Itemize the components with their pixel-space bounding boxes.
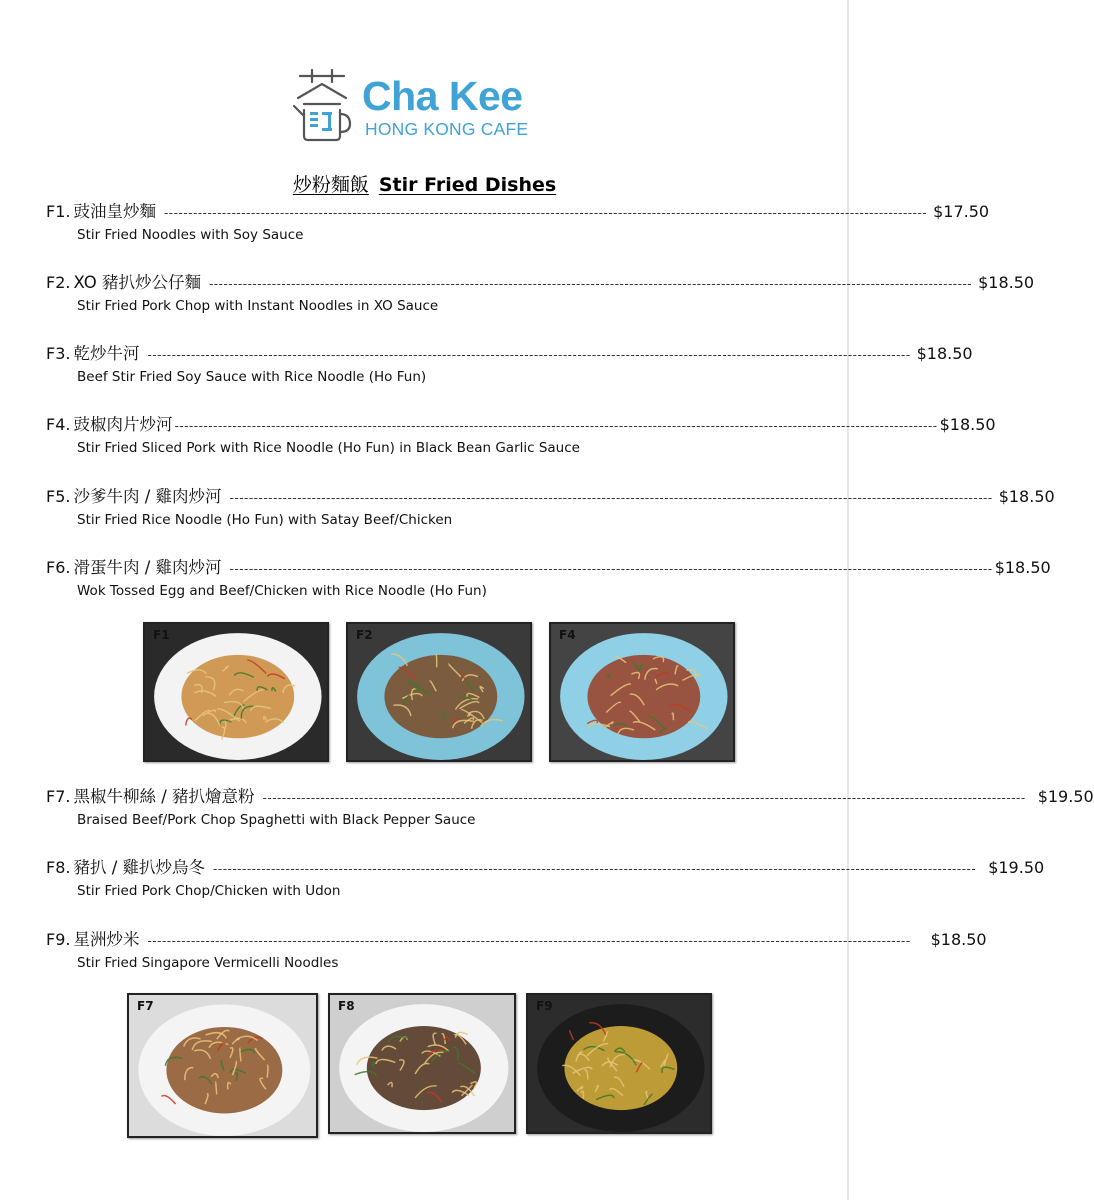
dotted-leader: -------------------------------------------------------------------------------------------------------------------------------------------------------------- — [208, 277, 973, 291]
dish-photo-image — [145, 624, 327, 760]
item-name-zh: 星洲炒米 — [73, 930, 140, 949]
item-price: $19.50 — [1037, 787, 1094, 806]
item-price: $18.50 — [994, 558, 1051, 577]
item-price: $18.50 — [978, 273, 1035, 292]
item-description: Stir Fried Sliced Pork with Rice Noodle (Ho Fun) in Black Bean Garlic Sauce — [77, 440, 580, 456]
menu-item — [46, 413, 996, 461]
photo-label: F9 — [536, 999, 553, 1013]
brand-logo — [290, 66, 560, 146]
item-description: Wok Tossed Egg and Beef/Chicken with Rice Noodle (Ho Fun) — [77, 583, 487, 599]
photo-label: F1 — [153, 628, 170, 642]
photo-label: F2 — [356, 628, 373, 642]
menu-item — [46, 342, 973, 390]
item-price: $18.50 — [998, 487, 1055, 506]
item-code: F7. — [46, 787, 71, 806]
dotted-leader: -------------------------------------------------------------------------------------------------------------------------------------------------------------- — [229, 562, 993, 576]
item-name-zh: 豉椒肉片炒河 — [73, 415, 173, 434]
item-price: $19.50 — [988, 858, 1045, 877]
item-name-zh: 豉油皇炒麵 — [73, 202, 156, 221]
brand-name: Cha Kee — [362, 73, 523, 119]
photo-row — [0, 622, 849, 768]
section-title — [0, 170, 849, 197]
dish-photo-image — [528, 995, 710, 1132]
item-code: F4. — [46, 415, 71, 434]
item-description: Stir Fried Noodles with Soy Sauce — [77, 227, 304, 243]
teapot-logo-icon — [290, 66, 354, 146]
dish-photo — [127, 993, 318, 1138]
dish-photo — [346, 622, 532, 762]
item-name-zh: 滑蛋牛肉 / 雞肉炒河 — [73, 558, 222, 577]
menu-item — [46, 271, 1035, 319]
menu-item — [46, 200, 990, 248]
item-code: F3. — [46, 344, 71, 363]
dish-photo-image — [129, 995, 316, 1136]
item-description: Beef Stir Fried Soy Sauce with Rice Noodle (Ho Fun) — [77, 369, 427, 385]
brand-subtitle: HONG KONG CAFE — [365, 119, 529, 139]
item-code: F8. — [46, 858, 71, 877]
menu-item — [46, 556, 1051, 604]
dotted-leader: -------------------------------------------------------------------------------------------------------------------------------------------------------------- — [229, 491, 993, 505]
photo-label: F8 — [338, 999, 355, 1013]
dish-photo-image — [330, 995, 514, 1132]
item-price: $18.50 — [930, 930, 987, 949]
item-description: Stir Fried Pork Chop with Instant Noodles in XO Sauce — [77, 298, 439, 314]
dish-photo-image — [348, 624, 530, 760]
dotted-leader: -------------------------------------------------------------------------------------------------------------------------------------------------------------- — [174, 419, 938, 433]
dotted-leader: -------------------------------------------------------------------------------------------------------------------------------------------------------------- — [163, 206, 928, 220]
menu-item — [46, 928, 987, 976]
item-price: $18.50 — [916, 344, 973, 363]
item-name-zh: XO 豬扒炒公仔麵 — [73, 273, 201, 292]
dish-photo-image — [551, 624, 733, 760]
item-price: $18.50 — [939, 415, 996, 434]
menu-item — [46, 485, 1055, 533]
dotted-leader: -------------------------------------------------------------------------------------------------------------------------------------------------------------- — [147, 348, 911, 362]
item-code: F5. — [46, 487, 71, 506]
dotted-leader: -------------------------------------------------------------------------------------------------------------------------------------------------------------- — [147, 934, 911, 948]
menu-item — [46, 856, 1045, 904]
item-code: F9. — [46, 930, 71, 949]
dish-photo — [526, 993, 712, 1134]
photo-label: F4 — [559, 628, 576, 642]
item-name-zh: 乾炒牛河 — [73, 344, 140, 363]
dish-photo — [143, 622, 329, 762]
item-description: Stir Fried Rice Noodle (Ho Fun) with Satay Beef/Chicken — [77, 512, 453, 528]
item-name-zh: 沙爹牛肉 / 雞肉炒河 — [73, 487, 222, 506]
section-title-en: Stir Fried Dishes — [378, 174, 557, 196]
item-code: F1. — [46, 202, 71, 221]
menu-item — [46, 785, 1094, 833]
item-description: Stir Fried Singapore Vermicelli Noodles — [77, 955, 339, 971]
item-name-zh: 黑椒牛柳絲 / 豬扒燴意粉 — [73, 787, 255, 806]
photo-label: F7 — [137, 999, 154, 1013]
dish-photo — [549, 622, 735, 762]
item-code: F6. — [46, 558, 71, 577]
dotted-leader: -------------------------------------------------------------------------------------------------------------------------------------------------------------- — [262, 791, 1026, 805]
item-description: Stir Fried Pork Chop/Chicken with Udon — [77, 883, 341, 899]
photo-row — [0, 993, 849, 1139]
section-title-zh: 炒粉麵飯 — [292, 174, 369, 196]
dish-photo — [328, 993, 516, 1134]
item-price: $17.50 — [933, 202, 990, 221]
item-name-zh: 豬扒 / 雞扒炒烏冬 — [73, 858, 206, 877]
dotted-leader: -------------------------------------------------------------------------------------------------------------------------------------------------------------- — [213, 862, 977, 876]
item-description: Braised Beef/Pork Chop Spaghetti with Black Pepper Sauce — [77, 812, 476, 828]
item-code: F2. — [46, 273, 71, 292]
